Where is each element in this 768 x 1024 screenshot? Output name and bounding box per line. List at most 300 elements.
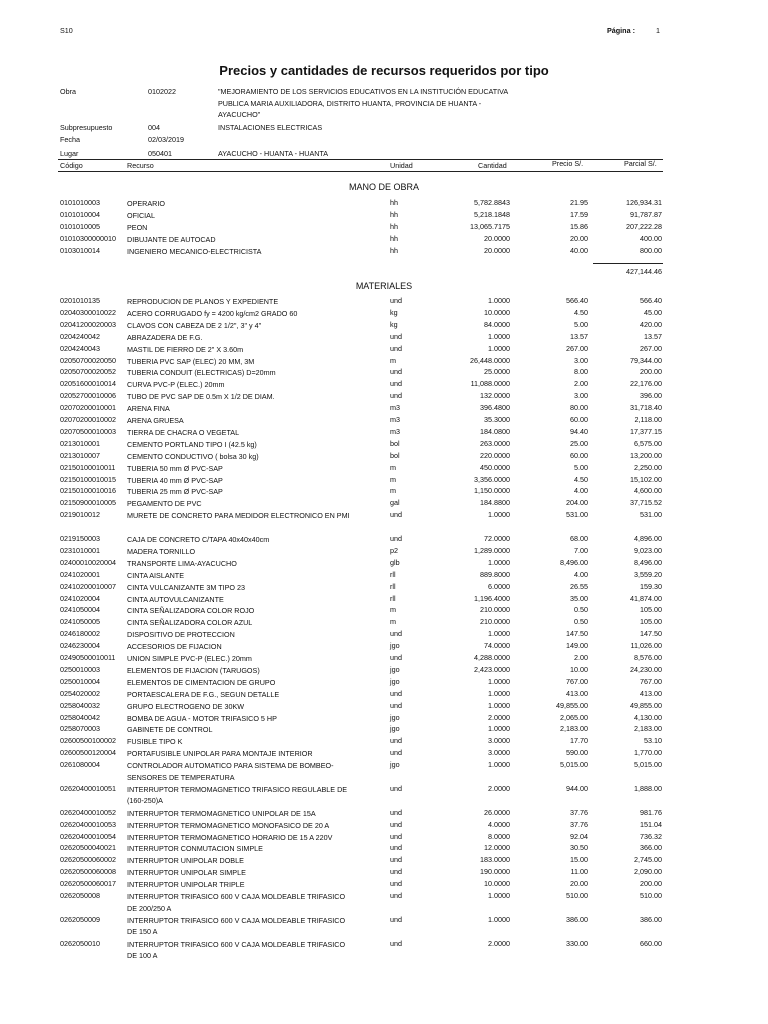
resource-parcial: 159.30 xyxy=(640,581,662,591)
resource-code: 02620500060008 xyxy=(60,867,116,877)
resource-unit: und xyxy=(390,938,402,948)
resource-quantity: 190.0000 xyxy=(480,867,510,877)
resource-quantity: 1,289.0000 xyxy=(474,545,510,555)
lugar-description: AYACUCHO - HUANTA - HUANTA xyxy=(218,149,329,158)
resource-parcial: 2,090.00 xyxy=(634,867,662,877)
resource-description: CINTA SEÑALIZADORA COLOR AZUL xyxy=(127,618,253,628)
resource-code: 02620400010054 xyxy=(60,831,116,841)
resource-parcial: 151.04 xyxy=(640,819,662,829)
fecha-label: Fecha xyxy=(60,135,80,144)
resource-parcial: 200.00 xyxy=(640,367,662,377)
resource-description: INTERRUPTOR TERMOMAGNETICO UNIPOLAR DE 15A xyxy=(127,808,316,818)
resource-parcial: 45.00 xyxy=(644,307,662,317)
column-header-cantidad: Cantidad xyxy=(478,161,507,170)
subpresupuesto-label: Subpresupuesto xyxy=(60,123,113,132)
page-label: Página : xyxy=(607,26,635,35)
resource-quantity: 210.0000 xyxy=(480,605,510,615)
resource-price: 413.00 xyxy=(566,688,588,698)
resource-unit: jgo xyxy=(390,724,400,734)
resource-parcial: 736.32 xyxy=(640,831,662,841)
resource-quantity: 12.0000 xyxy=(484,843,510,853)
resource-unit: glb xyxy=(390,557,400,567)
resource-parcial: 396.00 xyxy=(640,391,662,401)
resource-code: 0213010001 xyxy=(60,438,100,448)
column-header-codigo: Código xyxy=(60,161,83,170)
resource-quantity: 2.0000 xyxy=(488,783,510,793)
resource-description: TUBO DE PVC SAP DE 0.5m X 1/2 DE DIAM. xyxy=(127,392,275,402)
resource-parcial: 267.00 xyxy=(640,343,662,353)
resource-description: CEMENTO CONDUCTIVO ( bolsa 30 kg) xyxy=(127,451,259,461)
resource-quantity: 220.0000 xyxy=(480,450,510,460)
resource-code: 02620500060017 xyxy=(60,879,116,889)
resource-price: 149.00 xyxy=(566,641,588,651)
resource-parcial: 8,496.00 xyxy=(634,557,662,567)
resource-parcial: 41,874.00 xyxy=(630,593,662,603)
resource-quantity: 72.0000 xyxy=(484,534,510,543)
resource-unit: und xyxy=(390,331,402,341)
resource-description: ACCESORIOS DE FIJACION xyxy=(127,642,222,652)
resource-parcial: 105.00 xyxy=(640,605,662,615)
resource-code: 02620400010053 xyxy=(60,819,116,829)
resource-parcial: 2,250.00 xyxy=(634,462,662,472)
resource-price: 330.00 xyxy=(566,938,588,948)
resource-unit: m xyxy=(390,486,396,496)
resource-unit: und xyxy=(390,891,402,900)
resource-quantity: 3,356.0000 xyxy=(474,474,510,484)
resource-unit: und xyxy=(390,879,402,889)
resource-quantity: 4,288.0000 xyxy=(474,653,510,662)
resource-description: CURVA PVC-P (ELEC.) 20mm xyxy=(127,380,225,390)
resource-price: 15.00 xyxy=(570,855,588,865)
resource-unit: jgo xyxy=(390,712,400,722)
resource-code: 02051600010014 xyxy=(60,379,116,389)
resource-parcial: 510.00 xyxy=(640,891,662,900)
resource-price: 531.00 xyxy=(566,510,588,520)
obra-label: Obra xyxy=(60,87,76,96)
resource-code: 02150900010005 xyxy=(60,498,116,508)
resource-unit: und xyxy=(390,819,402,829)
resource-unit: hh xyxy=(390,221,398,231)
resource-description: PEGAMENTO DE PVC xyxy=(127,499,202,509)
resource-unit: hh xyxy=(390,245,398,255)
resource-price: 5.00 xyxy=(574,319,588,329)
resource-unit: rll xyxy=(390,581,396,591)
resource-description: DISPOSITIVO DE PROTECCION xyxy=(127,630,235,640)
resource-description: PEON xyxy=(127,222,148,232)
resource-parcial: 800.00 xyxy=(640,245,662,255)
resource-code: 02400010020004 xyxy=(60,557,116,567)
lugar-code: 050401 xyxy=(148,149,172,158)
resource-price: 20.00 xyxy=(570,879,588,889)
resource-quantity: 1.0000 xyxy=(488,700,510,710)
resource-description: MASTIL DE FIERRO DE 2" X 3.60m xyxy=(127,344,244,354)
resource-description: ELEMENTOS DE FIJACION (TARUGOS) xyxy=(127,665,260,675)
resource-description: CINTA AUTOVULCANIZANTE xyxy=(127,594,224,604)
resource-quantity: 26.0000 xyxy=(484,807,510,817)
resource-parcial: 531.00 xyxy=(640,510,662,520)
resource-parcial: 366.00 xyxy=(640,843,662,853)
subpresupuesto-description: INSTALACIONES ELECTRICAS xyxy=(218,123,323,132)
resource-unit: und xyxy=(390,534,402,543)
resource-description: REPRODUCION DE PLANOS Y EXPEDIENTE xyxy=(127,297,279,306)
resource-unit: hh xyxy=(390,198,398,207)
resource-code: 0258070003 xyxy=(60,724,100,734)
resource-description: INGENIERO MECANICO-ELECTRICISTA xyxy=(127,246,262,256)
resource-description: PORTAFUSIBLE UNIPOLAR PARA MONTAJE INTERIOR xyxy=(127,749,313,759)
resource-price: 2,183.00 xyxy=(560,724,588,734)
resource-description: BOMBA DE AGUA - MOTOR TRIFASICO 5 HP xyxy=(127,713,277,723)
resource-unit: kg xyxy=(390,319,398,329)
resource-price: 15.86 xyxy=(570,221,588,231)
resource-description: INTERRUPTOR TRIFASICO 600 V CAJA MOLDEABLE TRIFASICO DE 200/250 A xyxy=(127,892,346,913)
resource-price: 2.00 xyxy=(574,653,588,662)
resource-parcial: 8,576.00 xyxy=(634,653,662,662)
resource-quantity: 1,150.0000 xyxy=(474,486,510,496)
resource-price: 8.00 xyxy=(574,367,588,377)
resource-price: 10.00 xyxy=(570,664,588,674)
resource-parcial: 200.00 xyxy=(640,879,662,889)
resource-parcial: 4,600.00 xyxy=(634,486,662,496)
resource-price: 944.00 xyxy=(566,783,588,793)
section-title-materiales: MATERIALES xyxy=(355,281,413,291)
resource-price: 40.00 xyxy=(570,245,588,255)
resource-quantity: 263.0000 xyxy=(480,438,510,448)
resource-quantity: 1.0000 xyxy=(488,891,510,900)
resource-price: 8,496.00 xyxy=(560,557,588,567)
resource-code: 0101010004 xyxy=(60,209,100,219)
resource-unit: und xyxy=(390,914,402,924)
resource-quantity: 1.0000 xyxy=(488,688,510,698)
resource-quantity: 25.0000 xyxy=(484,367,510,377)
resource-code: 02620500040021 xyxy=(60,843,116,853)
resource-price: 17.70 xyxy=(570,736,588,746)
resource-parcial: 9,023.00 xyxy=(634,545,662,555)
resource-description: ELEMENTOS DE CIMENTACION DE GRUPO xyxy=(127,677,276,687)
resource-code: 0261080004 xyxy=(60,760,100,770)
resource-code: 0262050008 xyxy=(60,891,100,900)
resource-unit: bol xyxy=(390,450,400,460)
resource-description: TIERRA DE CHACRA O VEGETAL xyxy=(127,427,240,437)
column-header-parcial: Parcial S/. xyxy=(624,159,657,168)
resource-parcial: 31,718.40 xyxy=(630,403,662,413)
resource-quantity: 20.0000 xyxy=(484,245,510,255)
resource-description: TUBERIA PVC SAP (ELEC) 20 MM, 3M xyxy=(127,356,255,366)
subpresupuesto-code: 004 xyxy=(148,123,160,132)
resource-parcial: 5,015.00 xyxy=(634,760,662,770)
resource-price: 0.50 xyxy=(574,617,588,627)
resource-price: 5.00 xyxy=(574,462,588,472)
resource-description: INTERRUPTOR UNIPOLAR SIMPLE xyxy=(127,868,246,878)
resource-price: 767.00 xyxy=(566,676,588,686)
resource-code: 02150100010016 xyxy=(60,486,116,496)
resource-description: ACERO CORRUGADO fy = 4200 kg/cm2 GRADO 60 xyxy=(127,308,298,318)
column-header-precio: Precio S/. xyxy=(552,159,584,168)
resource-price: 17.59 xyxy=(570,209,588,219)
resource-price: 3.00 xyxy=(574,391,588,401)
resource-parcial: 24,230.00 xyxy=(630,664,662,674)
resource-description: OPERARIO xyxy=(127,199,165,208)
resource-quantity: 84.0000 xyxy=(484,319,510,329)
resource-description: GRUPO ELECTROGENO DE 30KW xyxy=(127,701,245,711)
resource-code: 0204240043 xyxy=(60,343,100,353)
resource-description: TRANSPORTE LIMA-AYACUCHO xyxy=(127,558,237,568)
resource-code: 02620400010052 xyxy=(60,807,116,817)
resource-code: 02041200020003 xyxy=(60,319,116,329)
resource-price: 3.00 xyxy=(574,355,588,365)
resource-unit: und xyxy=(390,510,402,520)
resource-unit: und xyxy=(390,831,402,841)
resource-quantity: 1.0000 xyxy=(488,331,510,341)
resource-parcial: 17,377.15 xyxy=(630,426,662,436)
obra-description: "MEJORAMIENTO DE LOS SERVICIOS EDUCATIVOS EN LA INSTITUCIÓN EDUCATIVA PUBLICA MARIA AUXILIADORA, DISTRITO HUANTA, PROVINCIA DE HUANTA - AYACUCHO" xyxy=(218,87,508,119)
resource-unit: jgo xyxy=(390,641,400,651)
resource-quantity: 8.0000 xyxy=(488,831,510,841)
resource-code: 0250010004 xyxy=(60,676,100,686)
resource-unit: und xyxy=(390,653,402,662)
resource-description: ABRAZADERA DE F.G. xyxy=(127,332,203,342)
resource-parcial: 37,715.52 xyxy=(630,498,662,508)
resource-description: FUSIBLE TIPO K xyxy=(127,737,183,747)
resource-description: INTERRUPTOR TRIFASICO 600 V CAJA MOLDEABLE TRIFASICO DE 100 A xyxy=(127,939,346,961)
resource-price: 7.00 xyxy=(574,545,588,555)
obra-code: 0102022 xyxy=(148,87,176,96)
resource-price: 20.00 xyxy=(570,233,588,243)
resource-price: 5,015.00 xyxy=(560,760,588,770)
resource-code: 0204240042 xyxy=(60,331,100,341)
resource-quantity: 210.0000 xyxy=(480,617,510,627)
resource-quantity: 10.0000 xyxy=(484,879,510,889)
resource-price: 4.00 xyxy=(574,486,588,496)
resource-code: 02052700010006 xyxy=(60,391,116,401)
resource-description: INTERRUPTOR TRIFASICO 600 V CAJA MOLDEABLE TRIFASICO DE 150 A xyxy=(127,915,346,937)
resource-description: ARENA FINA xyxy=(127,404,170,414)
resource-unit: m3 xyxy=(390,415,400,424)
resource-parcial: 767.00 xyxy=(640,676,662,686)
resource-code: 0250010003 xyxy=(60,664,100,674)
resource-parcial: 11,026.00 xyxy=(630,641,662,651)
resource-quantity: 1.0000 xyxy=(488,510,510,520)
resource-code: 02600500120004 xyxy=(60,748,116,758)
resource-code: 02050700020050 xyxy=(60,355,116,365)
resource-price: 2,065.00 xyxy=(560,712,588,722)
resource-parcial: 1,770.00 xyxy=(634,748,662,758)
resource-quantity: 1.0000 xyxy=(488,296,510,305)
resource-quantity: 132.0000 xyxy=(480,391,510,401)
resource-parcial: 126,934.31 xyxy=(626,198,662,207)
resource-price: 0.50 xyxy=(574,605,588,615)
resource-unit: und xyxy=(390,391,402,401)
resource-price: 94.40 xyxy=(570,426,588,436)
resource-unit: und xyxy=(390,843,402,853)
resource-parcial: 6,575.00 xyxy=(634,438,662,448)
resource-unit: und xyxy=(390,296,402,305)
resource-parcial: 2,183.00 xyxy=(634,724,662,734)
resource-parcial: 13.57 xyxy=(644,331,662,341)
resource-unit: und xyxy=(390,855,402,865)
resource-unit: kg xyxy=(390,307,398,317)
resource-parcial: 15,102.00 xyxy=(630,474,662,484)
resource-price: 80.00 xyxy=(570,403,588,413)
resource-description: TUBERIA CONDUIT (ELECTRICAS) D=20mm xyxy=(127,368,276,378)
resource-quantity: 20.0000 xyxy=(484,233,510,243)
page-number: 1 xyxy=(656,26,660,35)
resource-quantity: 1.0000 xyxy=(488,760,510,770)
resource-price: 267.00 xyxy=(566,343,588,353)
resource-unit: p2 xyxy=(390,545,398,555)
resource-quantity: 184.0800 xyxy=(480,426,510,436)
section-title-mano-de-obra: MANO DE OBRA xyxy=(348,182,419,192)
resource-code: 0262050010 xyxy=(60,938,100,948)
resource-description: TUBERIA 50 mm Ø PVC-SAP xyxy=(127,463,223,473)
resource-price: 4.50 xyxy=(574,307,588,317)
resource-code: 02620400010051 xyxy=(60,783,116,793)
resource-unit: m xyxy=(390,474,396,484)
resource-parcial: 660.00 xyxy=(640,938,662,948)
resource-description: OFICIAL xyxy=(127,210,155,220)
resource-quantity: 396.4800 xyxy=(480,403,510,413)
resource-quantity: 6.0000 xyxy=(488,581,510,591)
resource-unit: m xyxy=(390,355,396,365)
resource-parcial: 91,787.87 xyxy=(630,209,662,219)
resource-description: INTERRUPTOR TERMOMAGNETICO MONOFASICO DE 20 A xyxy=(127,820,330,830)
resource-price: 147.50 xyxy=(566,629,588,639)
column-header-unidad: Unidad xyxy=(390,161,413,170)
resource-price: 4.00 xyxy=(574,569,588,579)
resource-unit: und xyxy=(390,700,402,710)
resource-unit: jgo xyxy=(390,760,400,770)
resource-description: CAJA DE CONCRETO C/TAPA 40x40x40cm xyxy=(127,535,270,544)
resource-code: 0219150003 xyxy=(60,534,100,543)
resource-unit: jgo xyxy=(390,676,400,686)
resource-code: 02150100010015 xyxy=(60,474,116,484)
resource-parcial: 981.76 xyxy=(640,807,662,817)
resource-quantity: 1.0000 xyxy=(488,914,510,924)
resource-code: 02050700020052 xyxy=(60,367,116,377)
resource-parcial: 13,200.00 xyxy=(630,450,662,460)
resource-parcial: 4,896.00 xyxy=(634,534,662,543)
resource-quantity: 5,218.1848 xyxy=(474,209,510,219)
resource-price: 60.00 xyxy=(570,415,588,424)
resource-description: INTERRUPTOR TERMOMAGNETICO TRIFASICO REGULABLE DE (160-250)A xyxy=(127,784,348,806)
resource-parcial: 105.00 xyxy=(640,617,662,627)
resource-quantity: 3.0000 xyxy=(488,748,510,758)
report-code: S10 xyxy=(60,26,73,35)
resource-price: 590.00 xyxy=(566,748,588,758)
lugar-label: Lugar xyxy=(60,149,79,158)
resource-parcial: 386.00 xyxy=(640,914,662,924)
resource-price: 35.00 xyxy=(570,593,588,603)
resource-code: 0201010135 xyxy=(60,296,100,305)
resource-price: 204.00 xyxy=(566,498,588,508)
resource-description: GABINETE DE CONTROL xyxy=(127,725,213,735)
resource-description: PORTAESCALERA DE F.G., SEGUN DETALLE xyxy=(127,689,280,699)
resource-quantity: 5,782.8843 xyxy=(474,198,510,207)
resource-price: 13.57 xyxy=(570,331,588,341)
resource-parcial: 2,118.00 xyxy=(634,415,662,424)
resource-description: INTERRUPTOR TERMOMAGNETICO HORARIO DE 15 A 220V xyxy=(127,832,333,842)
resource-unit: hh xyxy=(390,209,398,219)
resource-code: 0254020002 xyxy=(60,688,100,698)
resource-code: 02410200010007 xyxy=(60,581,116,591)
resource-price: 25.00 xyxy=(570,438,588,448)
resource-description: CEMENTO PORTLAND TIPO I (42.5 kg) xyxy=(127,439,257,449)
resource-price: 2.00 xyxy=(574,379,588,389)
resource-code: 02600500100002 xyxy=(60,736,116,746)
resource-unit: m xyxy=(390,617,396,627)
resource-quantity: 74.0000 xyxy=(484,641,510,651)
resource-code: 02490500010011 xyxy=(60,653,116,662)
resource-quantity: 1.0000 xyxy=(488,629,510,639)
resource-code: 0246230004 xyxy=(60,641,100,651)
resource-quantity: 2.0000 xyxy=(488,938,510,948)
resource-parcial: 1,888.00 xyxy=(634,783,662,793)
resource-parcial: 566.40 xyxy=(640,296,662,305)
resource-quantity: 11,088.0000 xyxy=(470,379,510,389)
resource-price: 11.00 xyxy=(570,867,588,877)
resource-code: 0246180002 xyxy=(60,629,100,639)
resource-code: 0213010007 xyxy=(60,450,100,460)
page-title: Precios y cantidades de recursos requeridos por tipo xyxy=(219,63,549,78)
resource-unit: rll xyxy=(390,593,396,603)
resource-unit: und xyxy=(390,748,402,758)
resource-unit: und xyxy=(390,629,402,639)
resource-quantity: 183.0000 xyxy=(480,855,510,865)
fecha-value: 02/03/2019 xyxy=(148,135,184,144)
resource-unit: m3 xyxy=(390,426,400,436)
resource-price: 37.76 xyxy=(570,807,588,817)
subtotal-rule xyxy=(593,263,663,264)
resource-price: 49,855.00 xyxy=(556,700,588,710)
resource-parcial: 49,855.00 xyxy=(630,700,662,710)
resource-description: TUBERIA 40 mm Ø PVC-SAP xyxy=(127,475,223,485)
column-header-recurso: Recurso xyxy=(127,161,154,170)
resource-price: 60.00 xyxy=(570,450,588,460)
resource-unit: jgo xyxy=(390,664,400,674)
resource-code: 0262050009 xyxy=(60,914,100,924)
resource-code: 0101010003 xyxy=(60,198,100,207)
resource-parcial: 413.00 xyxy=(640,688,662,698)
resource-code: 0258040042 xyxy=(60,712,100,722)
resource-unit: und xyxy=(390,343,402,353)
resource-quantity: 3.0000 xyxy=(488,736,510,746)
resource-parcial: 207,222.28 xyxy=(626,221,662,231)
mano-de-obra-subtotal: 427,144.46 xyxy=(626,267,662,276)
resource-description: TUBERIA 25 mm Ø PVC-SAP xyxy=(127,487,223,497)
resource-code: 02150100010011 xyxy=(60,462,116,472)
resource-parcial: 53.10 xyxy=(644,736,662,746)
resource-code: 02040300010022 xyxy=(60,307,116,317)
resource-parcial: 4,130.00 xyxy=(634,712,662,722)
resource-quantity: 4.0000 xyxy=(488,819,510,829)
resource-code: 0103010014 xyxy=(60,245,100,255)
resource-price: 92.04 xyxy=(570,831,588,841)
resource-description: CINTA SEÑALIZADORA COLOR ROJO xyxy=(127,606,255,616)
resource-price: 4.50 xyxy=(574,474,588,484)
resource-unit: und xyxy=(390,807,402,817)
resource-code: 0241050004 xyxy=(60,605,100,615)
resource-unit: m xyxy=(390,462,396,472)
resource-unit: und xyxy=(390,688,402,698)
resource-code: 0241020001 xyxy=(60,569,100,579)
resource-description: CINTA AISLANTE xyxy=(127,570,184,580)
resource-quantity: 1.0000 xyxy=(488,343,510,353)
resource-price: 510.00 xyxy=(566,891,588,900)
resource-parcial: 3,559.20 xyxy=(634,569,662,579)
resource-code: 01010300000010 xyxy=(60,233,116,243)
resource-price: 386.00 xyxy=(566,914,588,924)
resource-quantity: 10.0000 xyxy=(484,307,510,317)
resource-price: 21.95 xyxy=(570,198,588,207)
